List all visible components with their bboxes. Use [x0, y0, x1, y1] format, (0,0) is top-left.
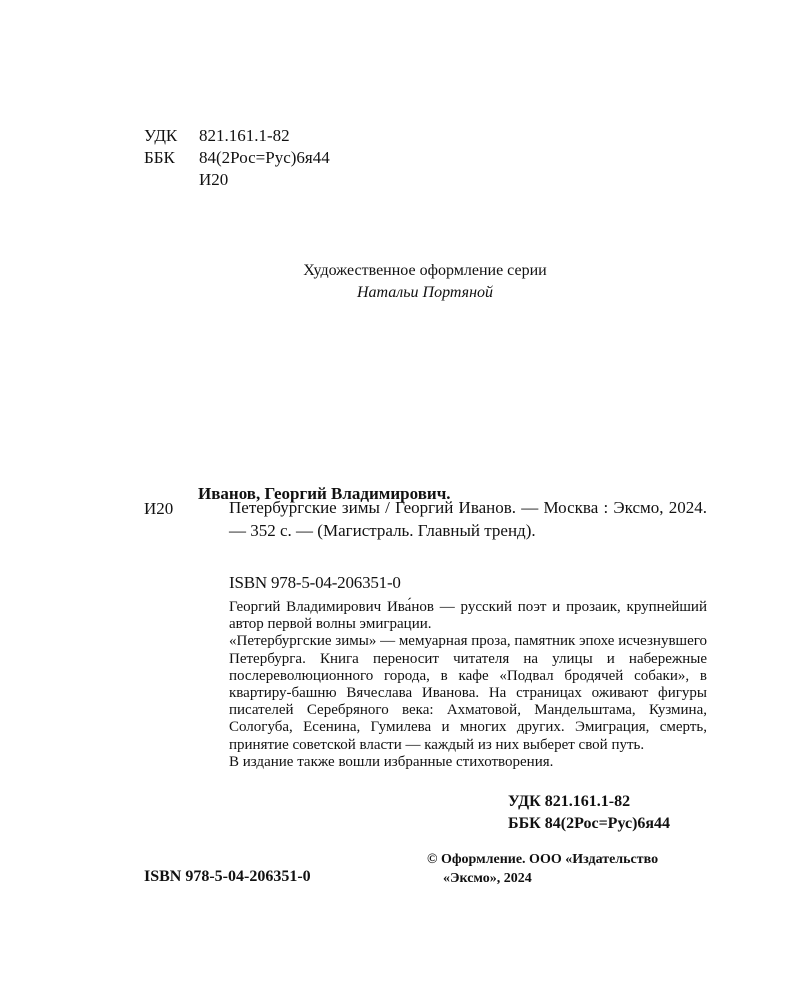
- annotation-paragraph-2: «Петербургские зимы» — мемуарная проза, памятник эпохе исчезнувшего Петербурга. Книга переносит читателя на улицы и набережные послереволюционного города, в кафе «Подвал бродячей собаки», в квартиру-башню Вячеслава Иванова. На страницах оживают фигуры писателей Серебряного века: Ахматовой, Мандельштама, Кузмина, Сологуба, Есенина, Гумилева и многих других. Эмиграция, смерть, принятие советской власти — каждый из них выберет свой путь.: [229, 633, 708, 753]
- catalog-author: Иванов, Георгий Владимирович.: [198, 484, 451, 503]
- copyright-line-2: «Эксмо», 2024: [443, 871, 532, 886]
- annotation-paragraph-1: Георгий Владимирович Ива́нов — русский поэт и прозаик, крупнейший автор первой волны эмиграции.: [229, 599, 707, 633]
- designer-name: Натальи Портяной: [356, 284, 494, 301]
- design-credits: [0, 260, 800, 304]
- udk-row: [144, 125, 330, 147]
- bottom-classification: [508, 791, 670, 835]
- annotation: [229, 599, 707, 771]
- design-credit-line: Художественное оформление серии: [303, 262, 547, 279]
- udk-value: 821.161.1-82: [199, 126, 290, 145]
- catalog-isbn: ISBN 978-5-04-206351-0: [229, 573, 401, 592]
- isbn-bottom: ISBN 978-5-04-206351-0: [144, 868, 311, 885]
- author-mark: И20: [199, 170, 229, 189]
- author-mark-row: [144, 169, 330, 191]
- classification-codes: [144, 125, 330, 191]
- catalog-author-mark: И20: [144, 499, 174, 518]
- bottom-udk: УДК 821.161.1-82: [508, 793, 631, 810]
- bottom-bbk: ББК 84(2Рос=Рус)6я44: [508, 815, 671, 832]
- bbk-label: ББК: [144, 148, 175, 167]
- annotation-paragraph-3: В издание также вошли избранные стихотворения.: [229, 753, 554, 770]
- copyright-line-1: © Оформление. ООО «Издательство: [427, 852, 659, 867]
- catalog-description: Петербургские зимы / Георгий Иванов. — Москва : Эксмо, 2024. — 352 с. — (Магистраль. Главный тренд).: [229, 498, 707, 540]
- udk-label: УДК: [144, 126, 178, 145]
- copyright-notice: [427, 850, 658, 888]
- bbk-value: 84(2Рос=Рус)6я44: [199, 148, 330, 167]
- bbk-row: [144, 147, 330, 169]
